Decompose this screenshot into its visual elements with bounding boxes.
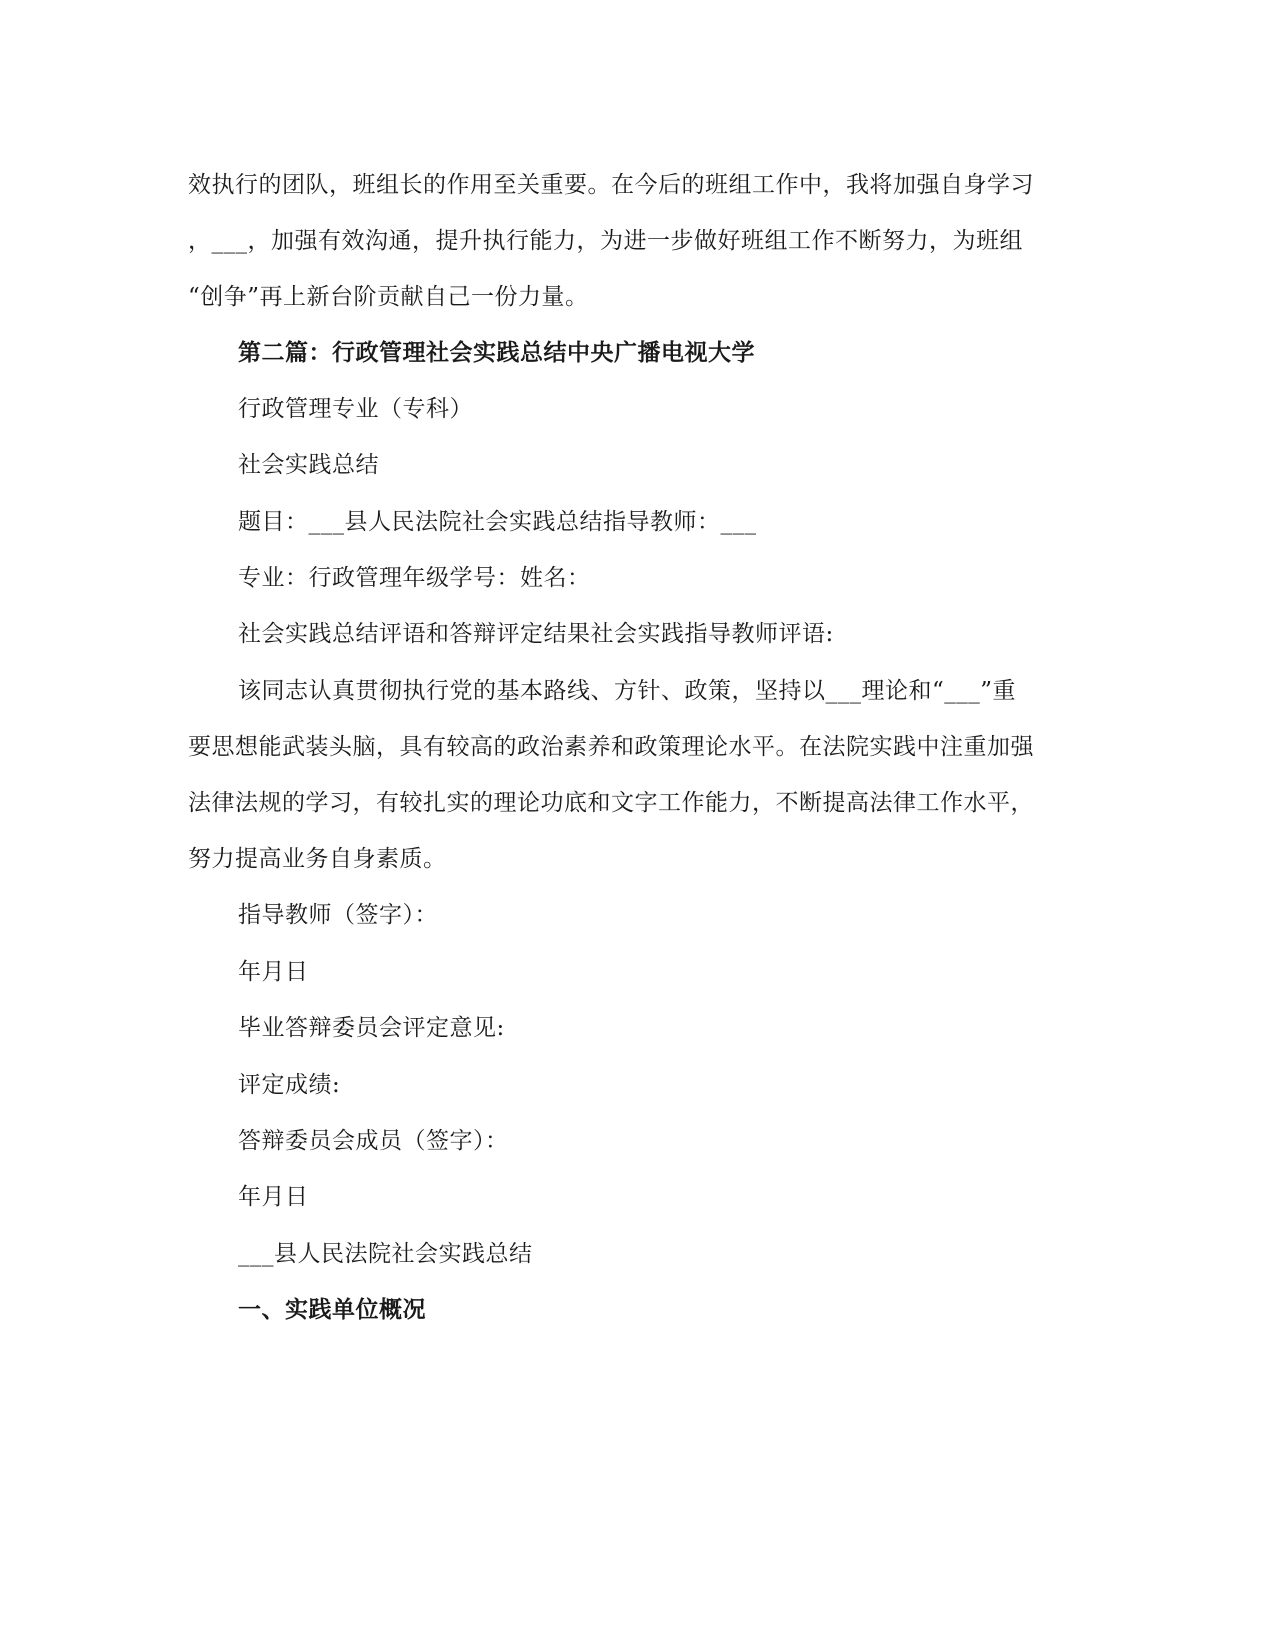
title-line: 题目：___县人民法院社会实践总结指导教师：___ xyxy=(238,509,757,535)
paragraph-line: ，___，加强有效沟通，提升执行能力，为进一步做好班组工作不断努力，为班组 xyxy=(188,228,1023,254)
section1-heading: 一、实践单位概况 xyxy=(238,1296,426,1323)
evaluation-line: 法律法规的学习，有较扎实的理论功底和文字工作能力，不断提高法律工作水平， xyxy=(188,790,1034,816)
doc-type-line: 社会实践总结 xyxy=(238,452,379,478)
committee-opinion: 毕业答辩委员会评定意见: xyxy=(238,1015,505,1041)
paragraph-line: “创争”再上新台阶贡献自己一份力量。 xyxy=(188,284,589,310)
info-line: 专业：行政管理年级学号：姓名： xyxy=(238,565,591,591)
evaluation-line: 该同志认真贯彻执行党的基本路线、方针、政策，坚持以___理论和“___”重 xyxy=(238,678,1017,704)
grade-line: 评定成绩: xyxy=(238,1072,341,1098)
evaluation-line: 要思想能武装头脑，具有较高的政治素养和政策理论水平。在法院实践中注重加强 xyxy=(188,734,1034,760)
advisor-signature: 指导教师（签字）： xyxy=(238,902,438,928)
paragraph-line: 效执行的团队，班组长的作用至关重要。在今后的班组工作中，我将加强自身学习 xyxy=(188,172,1034,198)
report-title: ___县人民法院社会实践总结 xyxy=(238,1241,533,1267)
major-line: 行政管理专业（专科） xyxy=(238,396,473,422)
date-line: 年月日 xyxy=(238,959,309,985)
committee-signature: 答辩委员会成员（签字）： xyxy=(238,1128,509,1154)
date-line: 年月日 xyxy=(238,1184,309,1210)
evaluation-header: 社会实践总结评语和答辩评定结果社会实践指导教师评语: xyxy=(238,621,834,647)
section-heading: 第二篇：行政管理社会实践总结中央广播电视大学 xyxy=(238,339,755,366)
evaluation-line: 努力提高业务自身素质。 xyxy=(188,846,447,872)
